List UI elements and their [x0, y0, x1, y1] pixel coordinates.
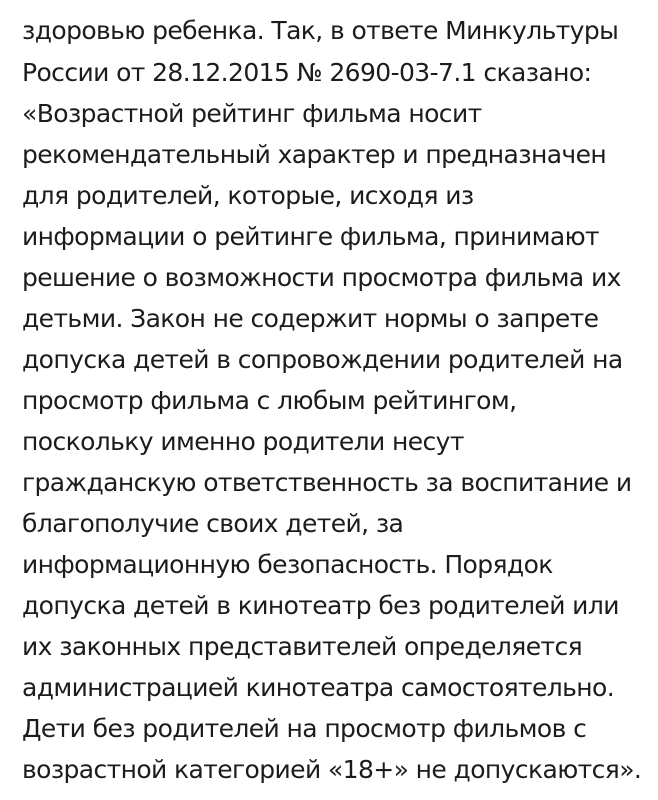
- text-line: информационную безопасность. Порядок: [22, 550, 553, 579]
- text-line: детьми. Закон не содержит нормы о запрете: [22, 304, 599, 333]
- text-line: их законных представителей определяется: [22, 632, 583, 661]
- text-line: допуска детей в сопровождении родителей на: [22, 345, 623, 374]
- text-line: допуска детей в кинотеатр без родителей или: [22, 591, 619, 620]
- text-line: возрастной категорией «18+» не допускаются».: [22, 755, 642, 784]
- text-line: для родителей, которые, исходя из: [22, 181, 474, 210]
- text-line: здоровью ребенка. Так, в ответе Минкультуры: [22, 16, 619, 45]
- text-line: России от 28.12.2015 № 2690-03-7.1 сказано:: [22, 58, 592, 87]
- text-line: решение о возможности просмотра фильма их: [22, 263, 621, 292]
- text-line: информации о рейтинге фильма, принимают: [22, 222, 599, 251]
- text-line: поскольку именно родители несут: [22, 427, 464, 456]
- text-line: просмотр фильма с любым рейтингом,: [22, 386, 517, 415]
- text-line: Дети без родителей на просмотр фильмов с: [22, 714, 587, 743]
- text-line: администрацией кинотеатра самостоятельно.: [22, 673, 615, 702]
- text-line: гражданскую ответственность за воспитание и: [22, 468, 632, 497]
- text-line: «Возрастной рейтинг фильма носит: [22, 99, 482, 128]
- text-line: рекомендательный характер и предназначен: [22, 140, 607, 169]
- text-line: благополучие своих детей, за: [22, 509, 404, 538]
